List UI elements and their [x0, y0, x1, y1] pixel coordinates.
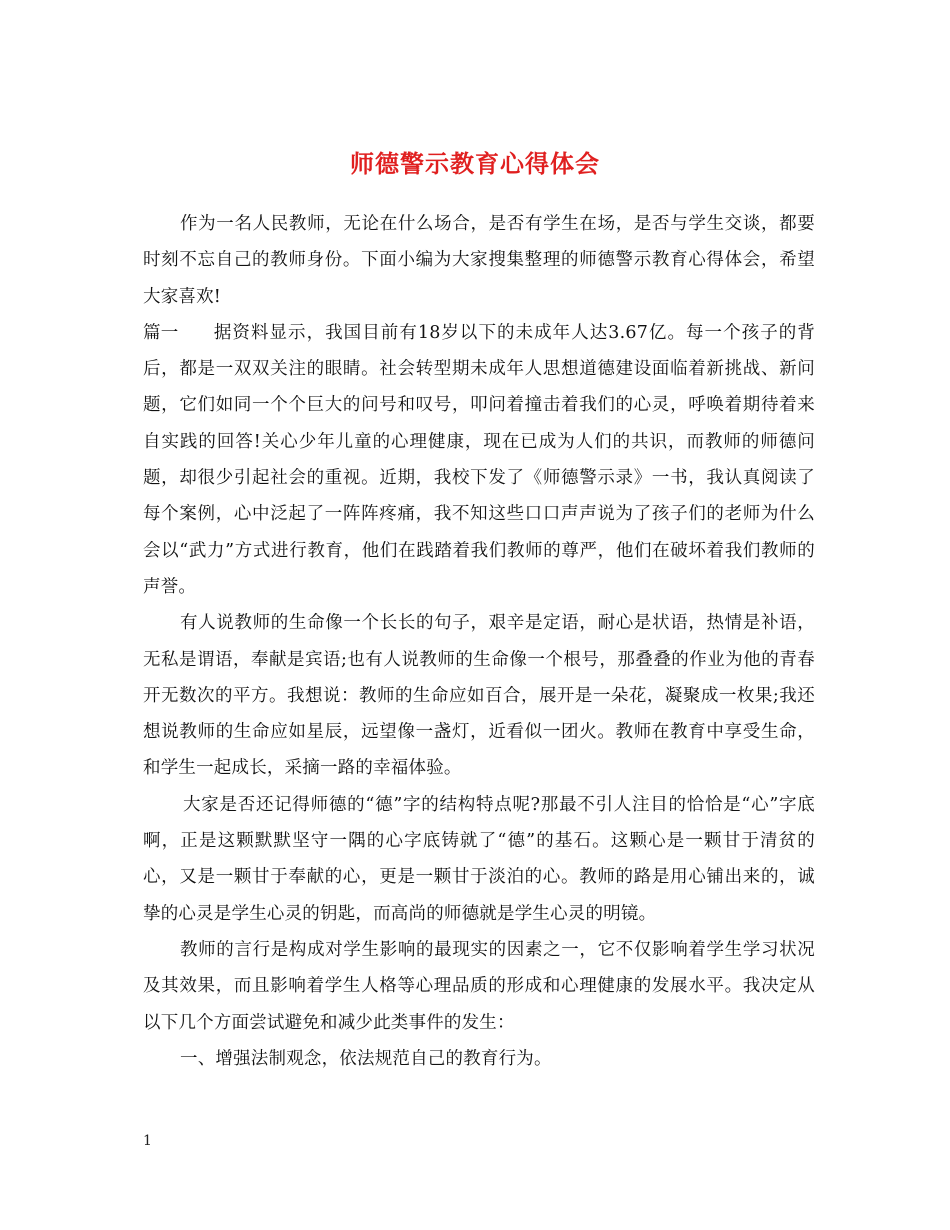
body-paragraph: 大家是否还记得师德的“德”字的结构特点呢?那最不引人注目的恰恰是“心”字底啊，正是这颗默默坚守一隅的心字底铸就了“德”的基石。这颗心是一颗甘于清贫的心，又是一颗甘于奉献的心，更是一颗甘于淡泊的心。教师的路是用心铺出来的，诚挚的心灵是学生心灵的钥匙，而高尚的师德就是学生心灵的明镜。 [143, 794, 815, 924]
body-paragraph: 有人说教师的生命像一个长长的句子，艰辛是定语，耐心是状语，热情是补语，无私是谓语，奉献是宾语;也有人说教师的生命像一个根号，那叠叠的作业为他的青春开无数次的平方。我想说：教师的生命应如百合，展开是一朵花，凝聚成一枚果;我还想说教师的生命应如星辰，远望像一盏灯，近看似一团火。教师在教育中享受生命，和学生一起成长，采摘一路的幸福体验。 [143, 613, 815, 779]
body-paragraph: 一、增强法制观念，依法规范自己的教育行为。 [180, 1048, 552, 1069]
section-first-paragraph-text: 据资料显示，我国目前有18岁以下的未成年人达3.67亿。每一个孩子的背后，都是一双双关注的眼睛。社会转型期未成年人思想道德建设面临着新挑战、新问题，它们如同一个个巨大的问号和叹号，叩问着撞击着我们的心灵，呼唤着期待着来自实践的回答!关心少年儿童的心理健康，现在已成为人们的共识，而教师的师德问题，却很少引起社会的重视。近期，我校下发了《师德警示录》一书，我认真阅读了每个案例，心中泛起了一阵阵疼痛，我不知这些口口声声说为了孩子们的老师为什么会以“武力”方式进行教育，他们在践踏着我们教师的尊严，他们在破坏着我们教师的声誉。 [143, 322, 815, 597]
section-label: 篇一 [143, 322, 179, 343]
page-number: 1 [143, 1133, 152, 1149]
body-paragraph: 教师的言行是构成对学生影响的最现实的因素之一，它不仅影响着学生学习状况及其效果，而且影响着学生人格等心理品质的形成和心理健康的发展水平。我决定从以下几个方面尝试避免和减少此类事件的发生： [143, 939, 815, 1033]
section-first-paragraph [143, 315, 815, 605]
intro-paragraph: 作为一名人民教师，无论在什么场合，是否有学生在场，是否与学生交谈，都要时刻不忘自己的教师身份。下面小编为大家搜集整理的师德警示教育心得体会，希望大家喜欢! [143, 214, 815, 307]
document-body [143, 206, 815, 1077]
document-title: 师德警示教育心得体会 [350, 149, 600, 179]
